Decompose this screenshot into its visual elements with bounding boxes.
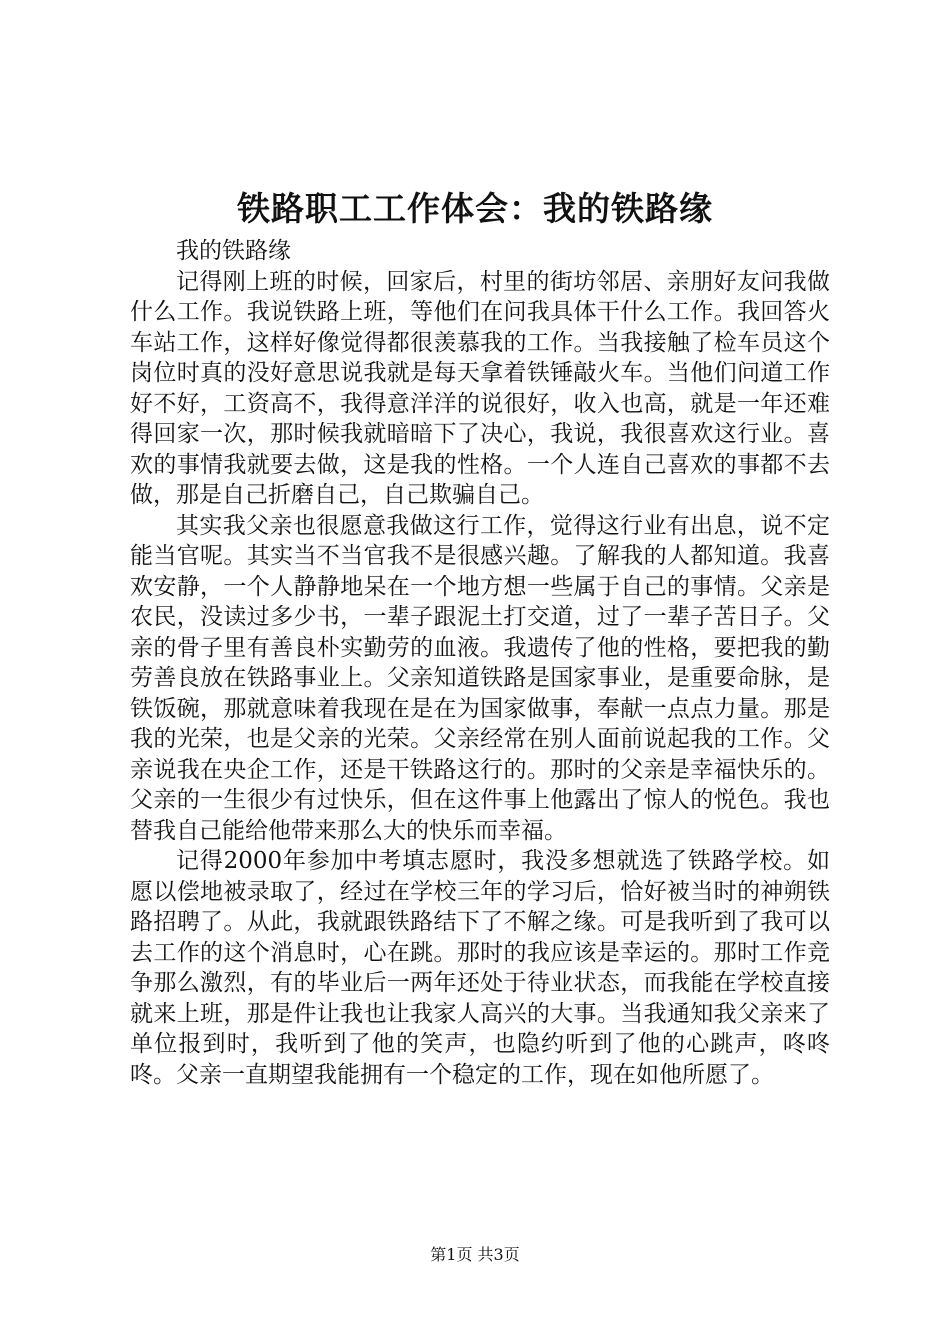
document-title: 铁路职工工作体会：我的铁路缘 — [237, 189, 713, 228]
paragraph: 记得2000年参加中考填志愿时，我没多想就选了铁路学校。如愿以偿地被录取了，经过在学校三年的学习后，恰好被当时的神朔铁路招聘了。从此，我就跟铁路结下了不解之缘。可是我听到了我可以去工作的这个消息时，心在跳。那时的我应该是幸运的。那时工作竞争那么激烈，有的毕业后一两年还处于待业状态，而我能在学校直接就来上班，那是件让我也让我家人高兴的大事。当我通知我父亲来了单位报到时，我听到了他的笑声，也隐约听到了他的心跳声，咚咚咚。父亲一直期望我能拥有一个稳定的工作，现在如他所愿了。 — [130, 848, 830, 1088]
page-footer: 第1页 共3页 — [430, 1245, 520, 1264]
paragraph: 其实我父亲也很愿意我做这行工作，觉得这行业有出息，说不定能当官呢。其实当不当官我不是很感兴趣。了解我的人都知道。我喜欢安静，一个人静静地呆在一个地方想一些属于自己的事情。父亲是农民，没读过多少书，一辈子跟泥土打交道，过了一辈子苦日子。父亲的骨子里有善良朴实勤劳的血液。我遗传了他的性格，要把我的勤劳善良放在铁路事业上。父亲知道铁路是国家事业，是重要命脉，是铁饭碗，那就意味着我现在是在为国家做事，奉献一点点力量。那是我的光荣，也是父亲的光荣。父亲经常在别人面前说起我的工作。父亲说我在央企工作，还是干铁路这行的。那时的父亲是幸福快乐的。父亲的一生很少有过快乐，但在这件事上他露出了惊人的悦色。我也替我自己能给他带来那么大的快乐而幸福。 — [130, 512, 830, 844]
paragraph-heading: 我的铁路缘 — [176, 238, 291, 264]
document-body — [130, 236, 830, 1090]
paragraph: 记得刚上班的时候，回家后，村里的街坊邻居、亲朋好友问我做什么工作。我说铁路上班，等他们在问我具体干什么工作。我回答火车站工作，这样好像觉得都很羡慕我的工作。当我接触了检车员这个岗位时真的没好意思说我就是每天拿着铁锤敲火车。当他们问道工作好不好，工资高不，我得意洋洋的说很好，收入也高，就是一年还难得回家一次，那时候我就暗暗下了决心，我说，我很喜欢这行业。喜欢的事情我就要去做，这是我的性格。一个人连自己喜欢的事都不去做，那是自己折磨自己，自己欺骗自己。 — [130, 268, 830, 508]
